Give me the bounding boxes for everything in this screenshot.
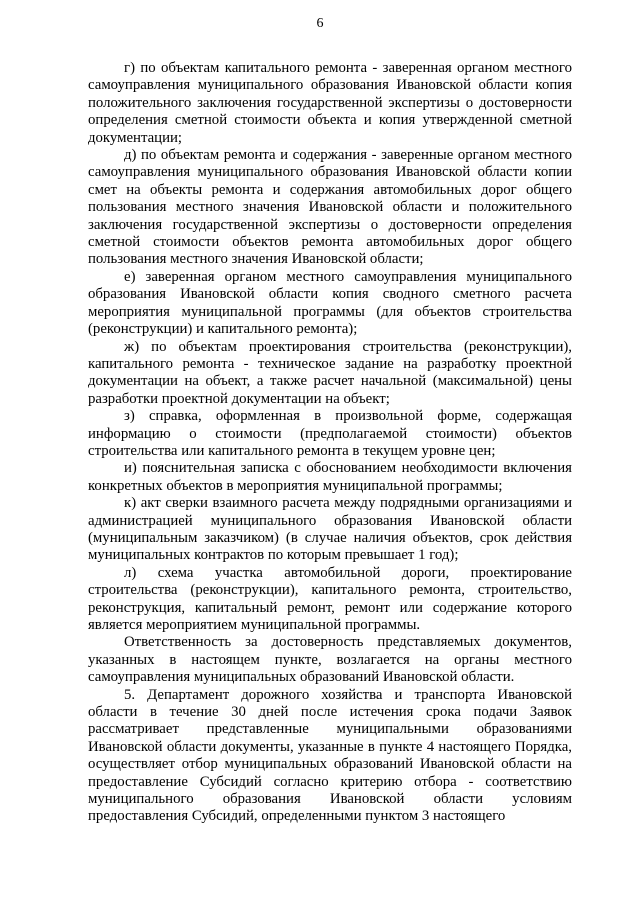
paragraph-zh: ж) по объектам проектирования строительства (реконструкции), капитального ремонта - техническое задание на разработку проектной документации на объект, а также расчет начальной (максимальной) цены разработки проектной документации на объект;	[88, 338, 572, 407]
paragraph-d: д) по объектам ремонта и содержания - заверенные органом местного самоуправления муниципального образования Ивановской области копии смет на объекты ремонта и содержания автомобильных дорог общего пользования местного значения Ивановской области и положительного заключения государственной экспертизы о достоверности определения сметной стоимости объектов ремонта автомобильных дорог общего пользования местного значения Ивановской области;	[88, 147, 572, 268]
paragraph-g: г) по объектам капитального ремонта - заверенная органом местного самоуправления муниципального образования Ивановской области копия положительного заключения государственной экспертизы о достоверности определения сметной стоимости объекта и копия утвержденной сметной документации;	[88, 60, 572, 146]
paragraph-i: и) пояснительная записка с обоснованием необходимости включения конкретных объектов в мероприятия муниципальной программы;	[88, 460, 572, 494]
document-body	[88, 60, 572, 826]
paragraph-z: з) справка, оформленная в произвольной форме, содержащая информацию о стоимости (предполагаемой стоимости) объектов строительства или капитального ремонта в текущем уровне цен;	[88, 408, 572, 459]
paragraph-e: е) заверенная органом местного самоуправления муниципального образования Ивановской области копия сводного сметного расчета мероприятия муниципальной программы (для объектов строительства (реконструкции) и капитального ремонта);	[88, 268, 572, 338]
paragraph-l: л) схема участка автомобильной дороги, проектирование строительства (реконструкции), капитального ремонта, строительство, реконструкция, капитальный ремонт, ремонт или содержание которого является мероприятием муниципальной программы.	[88, 564, 572, 633]
page-number: 6	[316, 16, 324, 31]
paragraph-5: 5. Департамент дорожного хозяйства и транспорта Ивановской области в течение 30 дней после истечения срока подачи Заявок рассматривает представленные муниципальными образованиями Ивановской области документы, указанные в пункте 4 настоящего Порядка, осуществляет отбор муниципальных образований Ивановской области на предоставление Субсидий согласно критерию отбора - соответствию муниципального образования Ивановской области условиям предоставления Субсидий, определенными пунктом 3 настоящего	[88, 686, 572, 825]
paragraph-k: к) акт сверки взаимного расчета между подрядными организациями и администрацией муниципального образования Ивановской области (муниципальным заказчиком) (в случае наличия объектов, срок действия муниципальных контрактов по которым превышает 1 год);	[88, 495, 572, 564]
paragraph-responsibility: Ответственность за достоверность представляемых документов, указанных в настоящем пункте, возлагается на органы местного самоуправления муниципальных образований Ивановской области.	[88, 634, 572, 686]
